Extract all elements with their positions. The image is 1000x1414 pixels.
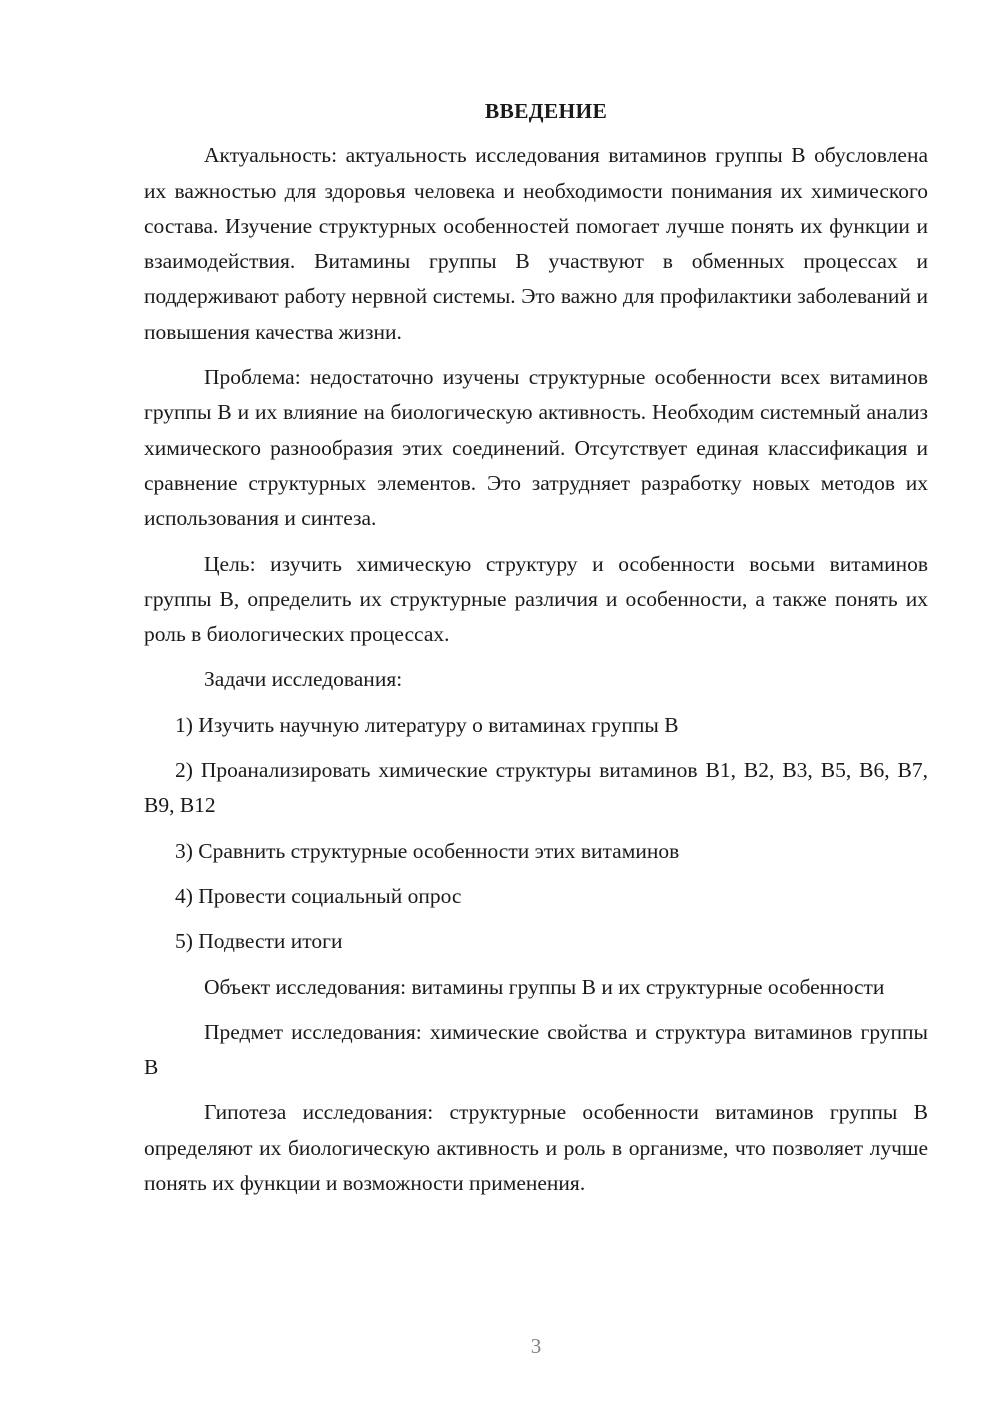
problem-paragraph: Проблема: недостаточно изучены структурные особенности всех витаминов группы В и их влияние на биологическую активность. Необходим системный анализ химического разнообразия этих соединений. Отсутствует единая классификация и сравнение структурных элементов. Это затрудняет разработку новых методов их использования и синтеза. xyxy=(144,365,928,531)
page-content xyxy=(144,94,928,1211)
page-number: 3 xyxy=(530,1334,542,1358)
task-item: 5) Подвести итоги xyxy=(175,929,343,954)
task-item: 2) Проанализировать химические структуры витаминов В1, В2, В3, В5, В6, В7, В9, В12 xyxy=(144,758,928,818)
task-item: 1) Изучить научную литературу о витаминах группы В xyxy=(175,712,679,737)
relevance-paragraph: Актуальность: актуальность исследования витаминов группы В обусловлена их важностью для здоровья человека и необходимости понимания их химического состава. Изучение структурных особенностей помогает лучше понять их функции и взаимодействия. Витамины группы В участвуют в обменных процессах и поддерживают работу нервной системы. Это важно для профилактики заболеваний и повышения качества жизни. xyxy=(144,143,928,344)
tasks-list xyxy=(144,708,928,960)
task-item: 4) Провести социальный опрос xyxy=(175,883,462,908)
hypothesis-paragraph: Гипотеза исследования: структурные особенности витаминов группы В определяют их биологическую активность и роль в организме, что позволяет лучше понять их функции и возможности применения. xyxy=(144,1100,928,1196)
goal-paragraph: Цель: изучить химическую структуру и особенности восьми витаминов группы В, определить их структурные различия и особенности, а также понять их роль в биологических процессах. xyxy=(144,551,928,647)
object-paragraph: Объект исследования: витамины группы В и их структурные особенности xyxy=(204,974,885,999)
task-item: 3) Сравнить структурные особенности этих витаминов xyxy=(175,838,680,863)
tasks-heading: Задачи исследования: xyxy=(204,667,403,692)
subject-paragraph: Предмет исследования: химические свойства и структура витаминов группы В xyxy=(144,1019,928,1080)
section-title: ВВЕДЕНИЕ xyxy=(484,99,608,123)
